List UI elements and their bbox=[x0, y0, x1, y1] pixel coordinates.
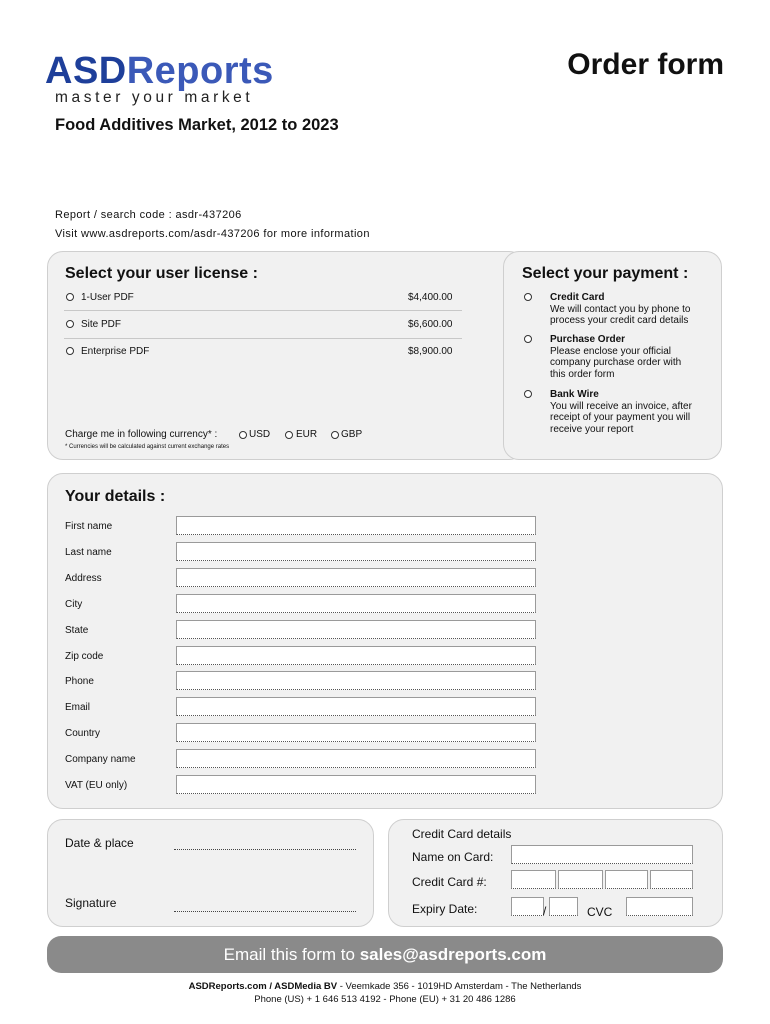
logo-tagline: master your market bbox=[55, 89, 254, 106]
payment-credit-card-desc-2: process your credit card details bbox=[550, 315, 689, 326]
payment-purchase-order-desc-1: Please enclose your official bbox=[550, 346, 671, 357]
logo-reports-text: Reports bbox=[126, 50, 274, 92]
license-radio-enterprise[interactable] bbox=[66, 347, 74, 355]
currency-radio-eur[interactable] bbox=[285, 431, 293, 439]
zip-code-field[interactable] bbox=[176, 646, 536, 665]
currency-label: Charge me in following currency* : bbox=[65, 429, 218, 440]
license-heading: Select your user license : bbox=[65, 265, 258, 282]
card-number-field-1[interactable] bbox=[511, 870, 556, 889]
currency-note: * Currencies will be calculated against current exchange rates bbox=[65, 444, 230, 450]
name-on-card-label: Name on Card: bbox=[412, 850, 494, 864]
country-field[interactable] bbox=[176, 723, 536, 742]
payment-bank-wire-desc-3: receive your report bbox=[550, 424, 634, 435]
company-name-field[interactable] bbox=[176, 749, 536, 768]
asdreports-logo bbox=[45, 50, 274, 93]
first-name-label: First name bbox=[65, 521, 113, 532]
report-code: Report / search code : asdr-437206 bbox=[55, 209, 242, 221]
cvc-field[interactable] bbox=[626, 897, 693, 916]
payment-credit-card-desc-1: We will contact you by phone to bbox=[550, 304, 691, 315]
expiry-date-label: Expiry Date: bbox=[412, 902, 478, 916]
expiry-month-field[interactable] bbox=[511, 897, 547, 918]
last-name-field[interactable] bbox=[176, 542, 536, 561]
date-place-field[interactable] bbox=[174, 849, 356, 850]
payment-bank-wire-desc-1: You will receive an invoice, after bbox=[550, 401, 692, 412]
payment-radio-credit-card[interactable] bbox=[524, 293, 532, 301]
city-field[interactable] bbox=[176, 594, 536, 613]
payment-radio-purchase-order[interactable] bbox=[524, 335, 532, 343]
currency-radio-usd[interactable] bbox=[239, 431, 247, 439]
footer-address bbox=[0, 981, 770, 992]
payment-bank-wire-title: Bank Wire bbox=[550, 389, 599, 400]
address-field[interactable] bbox=[176, 568, 536, 587]
email-link[interactable]: sales@asdreports.com bbox=[359, 945, 547, 964]
email-banner-text: Email this form to bbox=[223, 945, 360, 964]
card-number-label: Credit Card #: bbox=[412, 875, 487, 889]
report-link-text[interactable]: Visit www.asdreports.com/asdr-437206 for more information bbox=[55, 228, 370, 240]
page-title: Order form bbox=[567, 48, 724, 81]
payment-bank-wire-desc-2: receipt of your payment you will bbox=[550, 412, 691, 423]
currency-usd-label: USD bbox=[249, 429, 271, 440]
card-number-field-2[interactable] bbox=[558, 870, 603, 889]
report-title: Food Additives Market, 2012 to 2023 bbox=[55, 116, 339, 134]
license-price-site: $6,600.00 bbox=[408, 319, 453, 330]
state-label: State bbox=[65, 625, 89, 636]
vat-label: VAT (EU only) bbox=[65, 780, 128, 791]
email-banner bbox=[47, 936, 723, 973]
license-radio-1-user[interactable] bbox=[66, 293, 74, 301]
license-label-enterprise: Enterprise PDF bbox=[81, 346, 150, 357]
divider bbox=[64, 310, 462, 311]
state-field[interactable] bbox=[176, 620, 536, 639]
name-on-card-field[interactable] bbox=[511, 845, 693, 864]
footer-address-text: - Veemkade 356 - 1019HD Amsterdam - The Netherlands bbox=[337, 981, 582, 992]
license-label-1-user: 1-User PDF bbox=[81, 292, 134, 303]
date-place-label: Date & place bbox=[65, 836, 134, 850]
zip-code-label: Zip code bbox=[65, 651, 104, 662]
last-name-label: Last name bbox=[65, 547, 112, 558]
expiry-separator: / bbox=[543, 904, 547, 918]
first-name-field[interactable] bbox=[176, 516, 536, 535]
license-price-1-user: $4,400.00 bbox=[408, 292, 453, 303]
company-name-label: Company name bbox=[65, 754, 136, 765]
city-label: City bbox=[65, 599, 83, 610]
payment-credit-card-title: Credit Card bbox=[550, 292, 605, 303]
card-number-field-3[interactable] bbox=[605, 870, 648, 889]
credit-card-heading: Credit Card details bbox=[412, 827, 512, 841]
vat-field[interactable] bbox=[176, 775, 536, 794]
cvc-label: CVC bbox=[587, 905, 613, 919]
country-label: Country bbox=[65, 728, 101, 739]
license-price-enterprise: $8,900.00 bbox=[408, 346, 453, 357]
email-label: Email bbox=[65, 702, 91, 713]
license-label-site: Site PDF bbox=[81, 319, 122, 330]
currency-eur-label: EUR bbox=[296, 429, 318, 440]
currency-radio-gbp[interactable] bbox=[331, 431, 339, 439]
details-heading: Your details : bbox=[65, 488, 166, 505]
payment-purchase-order-desc-3: this order form bbox=[550, 369, 615, 380]
card-number-field-4[interactable] bbox=[650, 870, 693, 889]
payment-purchase-order-desc-2: company purchase order with bbox=[550, 357, 682, 368]
expiry-year-field[interactable] bbox=[549, 897, 578, 916]
footer-phones: Phone (US) + 1 646 513 4192 - Phone (EU) + 31 20 486 1286 bbox=[254, 994, 516, 1005]
footer-company: ASDReports.com / ASDMedia BV bbox=[188, 981, 338, 992]
logo-asd-text: ASD bbox=[45, 50, 127, 92]
email-field[interactable] bbox=[176, 697, 536, 716]
currency-gbp-label: GBP bbox=[341, 429, 363, 440]
payment-purchase-order-title: Purchase Order bbox=[550, 334, 626, 345]
payment-heading: Select your payment : bbox=[522, 265, 689, 282]
address-label: Address bbox=[65, 573, 102, 584]
license-radio-site[interactable] bbox=[66, 320, 74, 328]
phone-field[interactable] bbox=[176, 671, 536, 690]
divider bbox=[64, 338, 462, 339]
phone-label: Phone bbox=[65, 676, 94, 687]
signature-label: Signature bbox=[65, 896, 117, 910]
signature-field[interactable] bbox=[174, 911, 356, 912]
payment-radio-bank-wire[interactable] bbox=[524, 390, 532, 398]
